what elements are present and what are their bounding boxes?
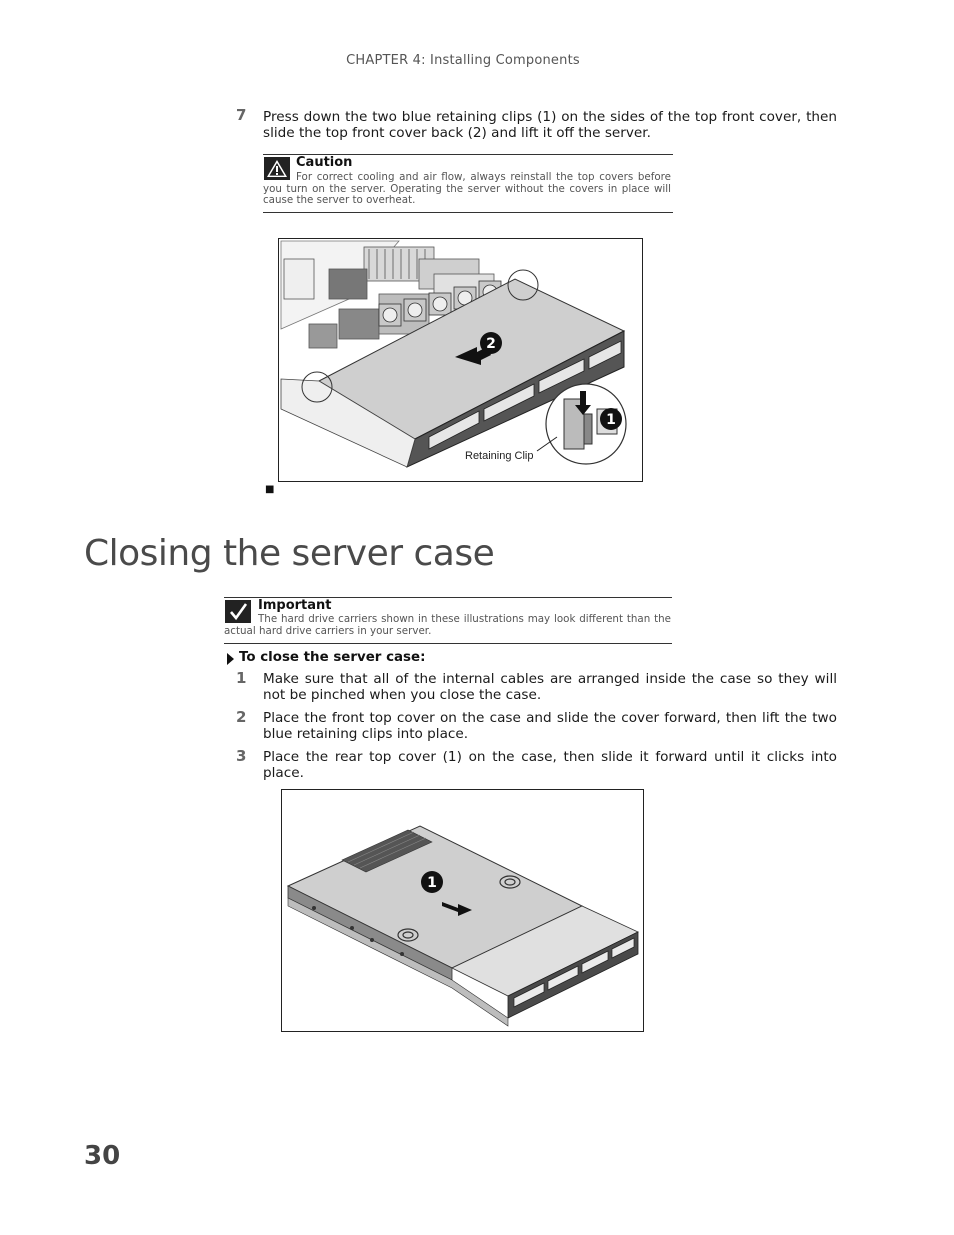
server-illustration xyxy=(279,239,642,481)
caution-body: For correct cooling and air flow, always reinstall the top covers before you turn on the server. Operating the server without the covers in place will cause the server to overheat. xyxy=(263,171,671,206)
figure-remove-cover xyxy=(278,238,643,482)
step-number: 1 xyxy=(236,669,247,687)
step-text: Press down the two blue retaining clips (1) on the sides of the top front cover, then slide the top front cover back (2) and lift it off the server. xyxy=(263,109,837,141)
important-body: The hard drive carriers shown in these illustrations may look different than the actual hard drive carriers in your server. xyxy=(224,613,671,637)
server-closed-illustration xyxy=(282,790,643,1031)
step-number: 3 xyxy=(236,747,247,765)
step-text: Make sure that all of the internal cables are arranged inside the case so they will not be pinched when you close the case. xyxy=(263,671,837,703)
page-number: 30 xyxy=(84,1141,121,1171)
important-box xyxy=(224,597,672,644)
step-number: 7 xyxy=(236,106,247,124)
callout-2-label: 2 xyxy=(486,336,496,352)
retaining-clip-label: Retaining Clip xyxy=(465,450,534,462)
procedure-title: To close the server case: xyxy=(239,650,426,665)
caution-box xyxy=(263,154,673,213)
important-title: Important xyxy=(258,598,332,613)
triangle-bullet-icon xyxy=(226,651,236,665)
section-title: Closing the server case xyxy=(84,533,495,574)
step-text: Place the front top cover on the case and slide the cover forward, then lift the two blue retaining clips into place. xyxy=(263,710,837,742)
callout-1-label: 1 xyxy=(606,412,616,428)
step-text: Place the rear top cover (1) on the case, then slide it forward until it clicks into place. xyxy=(263,749,837,781)
callout-1-label: 1 xyxy=(427,875,437,891)
running-head: CHAPTER 4: Installing Components xyxy=(346,53,580,68)
end-marker: ■ xyxy=(265,484,275,495)
caution-title: Caution xyxy=(296,155,353,170)
step-number: 2 xyxy=(236,708,247,726)
figure-close-cover xyxy=(281,789,644,1032)
